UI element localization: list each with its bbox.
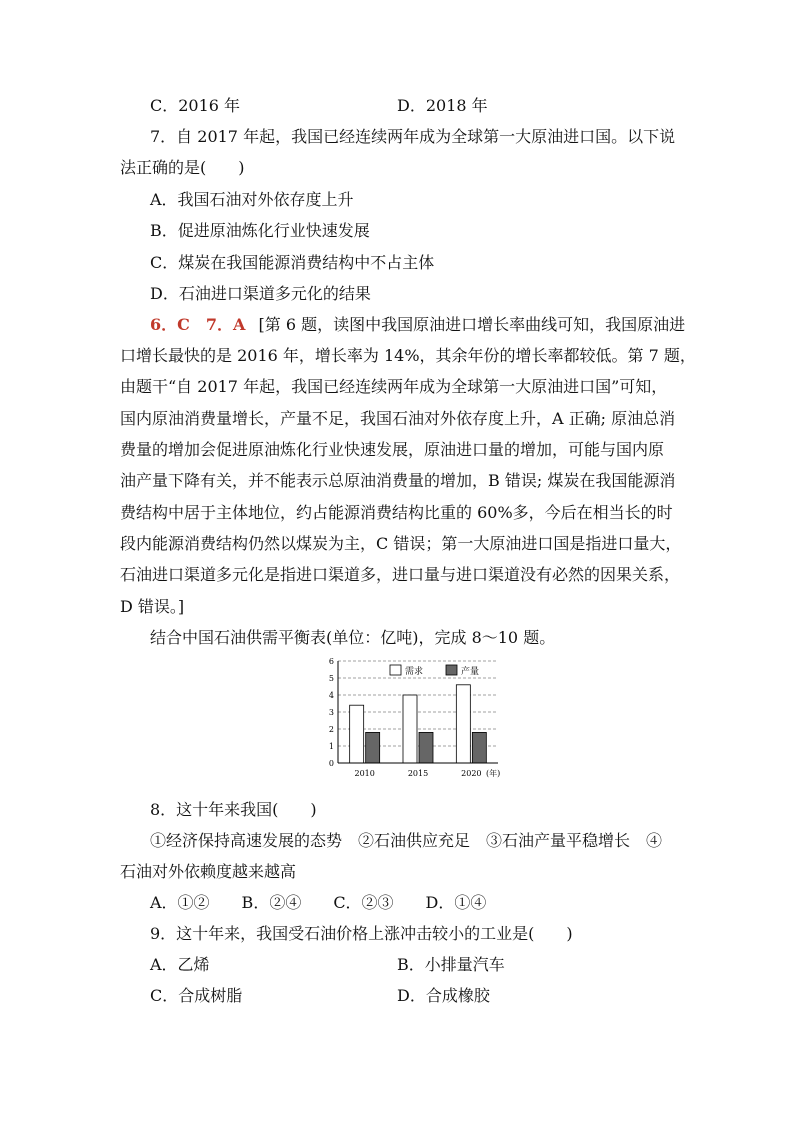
y-tick-label: 0 [328, 759, 334, 768]
supply-demand-bar-chart [318, 656, 508, 784]
bar-production-2015 [419, 732, 433, 763]
bar-demand-2015 [403, 695, 417, 763]
bar-production-2010 [366, 732, 380, 763]
answer-line-1 [150, 315, 685, 335]
answer-line-9: 石油进口渠道多元化是指进口渠道多，进口量与进口渠道没有必然的因果关系， [120, 565, 681, 584]
answer-line-6: 油产量下降有关，并不能表示总原油消费量的增加，B 错误; 煤炭在我国能源消 [120, 471, 676, 490]
x-tick-label: 2020 [461, 769, 482, 778]
q8-items-line2: 石油对外依赖度越来越高 [120, 862, 297, 881]
legend-label-demand: 需求 [405, 667, 424, 677]
y-tick-label: 3 [328, 708, 334, 717]
q7-option-a: A．我国石油对外依存度上升 [150, 190, 354, 209]
answer-key: 6．C 7．A [150, 315, 246, 334]
q7-option-b: B．促进原油炼化行业快速发展 [150, 221, 370, 240]
answer-line-10: D 错误。] [120, 597, 185, 616]
x-tick-label: 2015 [407, 769, 429, 778]
legend-swatch-production [446, 665, 457, 675]
q9-option-a: A．乙烯 [150, 955, 210, 974]
y-tick-label: 5 [328, 674, 334, 683]
q6-option-c: C．2016 年 [150, 96, 241, 115]
q7-option-c: C．煤炭在我国能源消费结构中不占主体 [150, 253, 435, 272]
q8-options: A．①② B．②④ C．②③ D．①④ [150, 893, 487, 912]
answer-line-2: 口增长最快的是 2016 年，增长率为 14%，其余年份的增长率都较低。第 7 题， [120, 346, 696, 365]
bar-production-2020 [472, 732, 486, 763]
q9-option-d: D．合成橡胶 [397, 986, 490, 1005]
y-tick-label: 4 [328, 691, 334, 700]
q9-stem: 9．这十年来，我国受石油价格上涨冲击较小的工业是( ) [150, 924, 573, 943]
y-tick-label: 6 [328, 657, 334, 666]
q7-stem-line1: 7．自 2017 年起，我国已经连续两年成为全球第一大原油进口国。以下说 [150, 127, 676, 146]
answer-line-5: 费量的增加会促进原油炼化行业快速发展，原油进口量的增加，可能与国内原 [120, 440, 665, 459]
q9-option-c: C．合成树脂 [150, 986, 243, 1005]
q8-stem: 8．这十年来我国( ) [150, 800, 317, 819]
q8-items-line1: ①经济保持高速发展的态势 ②石油供应充足 ③石油产量平稳增长 ④ [150, 831, 663, 850]
section-intro: 结合中国石油供需平衡表(单位：亿吨)，完成 8～10 题。 [150, 628, 556, 647]
x-axis-unit: (年) [486, 769, 501, 778]
bar-demand-2010 [350, 705, 364, 763]
q6-option-d: D．2018 年 [397, 96, 488, 115]
answer-line-4: 国内原油消费量增长，产量不足，我国石油对外依存度上升，A 正确; 原油总消 [120, 409, 676, 428]
answer-line-8: 段内能源消费结构仍然以煤炭为主，C 错误；第一大原油进口国是指进口量大， [120, 534, 682, 553]
q9-option-b: B．小排量汽车 [397, 955, 505, 974]
answer-line-7: 费结构中居于主体地位，约占能源消费结构比重的 60%多，今后在相当长的时 [120, 503, 673, 522]
q7-option-d: D．石油进口渠道多元化的结果 [150, 284, 371, 303]
legend-label-production: 产量 [461, 667, 480, 677]
y-tick-label: 2 [328, 725, 334, 734]
x-tick-label: 2010 [354, 769, 375, 778]
legend-swatch-demand [390, 665, 401, 675]
q7-stem-line2: 法正确的是( ) [120, 158, 245, 177]
answer-line-3: 由题干“自 2017 年起，我国已经连续两年成为全球第一大原油进口国”可知， [120, 377, 668, 396]
y-tick-label: 1 [328, 742, 334, 751]
chart-legend [390, 665, 479, 677]
bar-demand-2020 [456, 685, 470, 763]
answer-text-1: [第 6 题，读图中我国原油进口增长率曲线可知，我国原油进 [258, 315, 686, 334]
